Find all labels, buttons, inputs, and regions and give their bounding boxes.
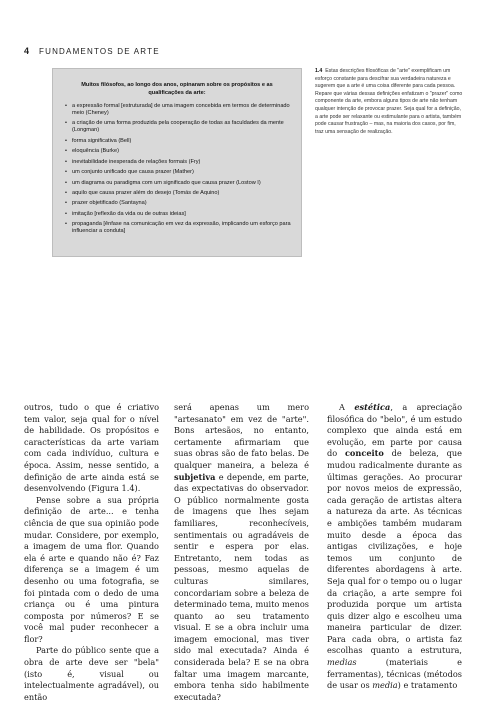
bullet-icon: • [65,148,67,155]
paragraph: Parte do público sente que a obra de arte deve ser "bela" (isto é, visual ou intelectualmente agradável), ou então [24,645,159,702]
list-item: • um conjunto unificado que causa prazer (Mather) [65,169,194,176]
bullet-icon: • [65,169,67,176]
list-item: • prazer objetificado (Santayna) [65,200,147,207]
list-item: • um diagrama ou paradigma com um significado que causa prazer (Lostow I) [65,179,261,186]
list-item: • eloquência (Burke) [65,148,119,155]
figure-box [52,68,302,257]
list-item: • a expressão formal [estruturada] de uma imagem concebida em termos de determinado meio (Cheney) [65,103,290,116]
bullet-icon: • [65,158,67,165]
figure-list [53,103,301,235]
paragraph: será apenas um mero "artesanato" em vez de "arte". Bons artesãos, no entanto, certamente afirmariam que suas obras são de fato belas. De qualquer maneira, a beleza é subjetiva e depende, em parte, das expectativas do observador. O público normalmente gosta de imagens que lhes sejam familiares, reconhecíveis, sentimentais ou agradáveis de sentir e espera por elas. Entretanto, nem todas as pessoas, mesmo aquelas de culturas similares, concordariam sobre a beleza de determinado tema, muito menos quanto ao seu tratamento visual. E se a obra incluir uma imagem emocional, mas tiver sido mal executada? Ainda é considerada bela? E se na obra faltar uma imagem marcante, embora tenha sido habilmente executada? [174,402,309,702]
bullet-icon: • [65,179,67,186]
running-title: FUNDAMENTOS DE ARTE [39,47,160,56]
term-medias: medias [327,657,357,668]
bullet-icon: • [65,103,67,109]
body-column-1 [24,402,159,703]
running-header [24,46,160,56]
keyword-subjetiva: subjetiva [174,471,216,482]
list-item: • aquilo que causa prazer além do desejo (Tomás de Aquino) [65,189,220,196]
body-column-3 [327,402,462,692]
figure-caption [315,68,463,136]
bullet-icon: • [65,189,67,196]
bullet-icon: • [65,120,67,127]
caption-number: 1.4 [315,68,323,74]
paragraph: A estética, a apreciação filosófica do "belo", é um estudo complexo que ainda está em evolução, em parte por causa do conceito de beleza, que mudou radicalmente durante as últimas gerações. Ao procurar por novos meios de expressão, cada geração de artistas altera a natureza da arte. As técnicas e ambições também mudaram muito desde a época das antigas civilizações, e hoje temos um conjunto de diferentes abordagens à arte. Seja qual for o tempo ou o lugar da criação, a arte sempre foi produzida porque um artista quis dizer algo e escolheu uma maneira particular de dizer. Para cada obra, o artista faz escolhas quanto a estrutura, medias (materiais e ferramentas), técnicas (métodos de usar os media) e tratamento [327,402,462,691]
paragraph: Pense sobre a sua própria definição de arte... e tenha ciência de que sua opinião pode mudar. Considere, por exemplo, a imagem de uma flor. Quando ela é arte e quando não é? Faz diferença se a imagem é um desenho ou uma fotografia, se foi pintada com o dedo de uma criança ou é uma pintura composta por números? E se você mal puder reconhecer a flor? [24,494,159,644]
list-item: • a criação de uma forma produzida pela cooperação de todas as faculdades da mente (Longman) [65,120,284,134]
figure-title: Muitos filósofos, ao longo dos anos, opinaram sobre os propósitos e as qualificações da arte: [81,82,273,96]
bullet-icon: • [65,137,67,144]
body-column-2 [174,402,309,703]
list-item: • inevitabilidade inesperada de relações formais (Fry) [65,158,201,165]
paragraph: outros, tudo o que é criativo tem valor, seja qual for o nível de habilidade. Os propósitos e características da arte variam com cada indivíduo, cultura e época. Assim, nesse sentido, a definição de arte ainda está se desenvolvendo (Figura 1.4). [24,402,159,494]
list-item: • imitação [reflexão da vida ou de outras ideias] [65,210,186,217]
page-number: 4 [24,46,30,56]
bullet-icon: • [65,200,67,207]
term-media: media [372,680,398,691]
list-item: • forma significativa (Bell) [65,137,132,144]
bullet-icon: • [65,221,67,228]
list-item: • propaganda [ênfase na comunicação em vez da expressão, implicando um esforço para influenciar a conduta] [65,221,291,235]
keyword-conceito: conceito [344,448,384,459]
bullet-icon: • [65,210,67,217]
caption-text: Estas descrições filosóficas de "arte" exemplificam um esforço constante para descifrar sua verdadeira natureza e sugerem que a arte é uma coisa diferente para cada pessoa. Repare que várias dessas definições enfatizam o "prazer" como componente da arte, embora alguns tipos de arte não tenham qualquer intenção de provocar prazer. Seja qual for a definição, a arte pode ser relaxante ou estimulante para o artista, também pode causar frustração – mas, na maioria dos casos, por fim, traz uma sensação de realização. [315,68,463,135]
keyword-estetica: estética [354,402,391,412]
